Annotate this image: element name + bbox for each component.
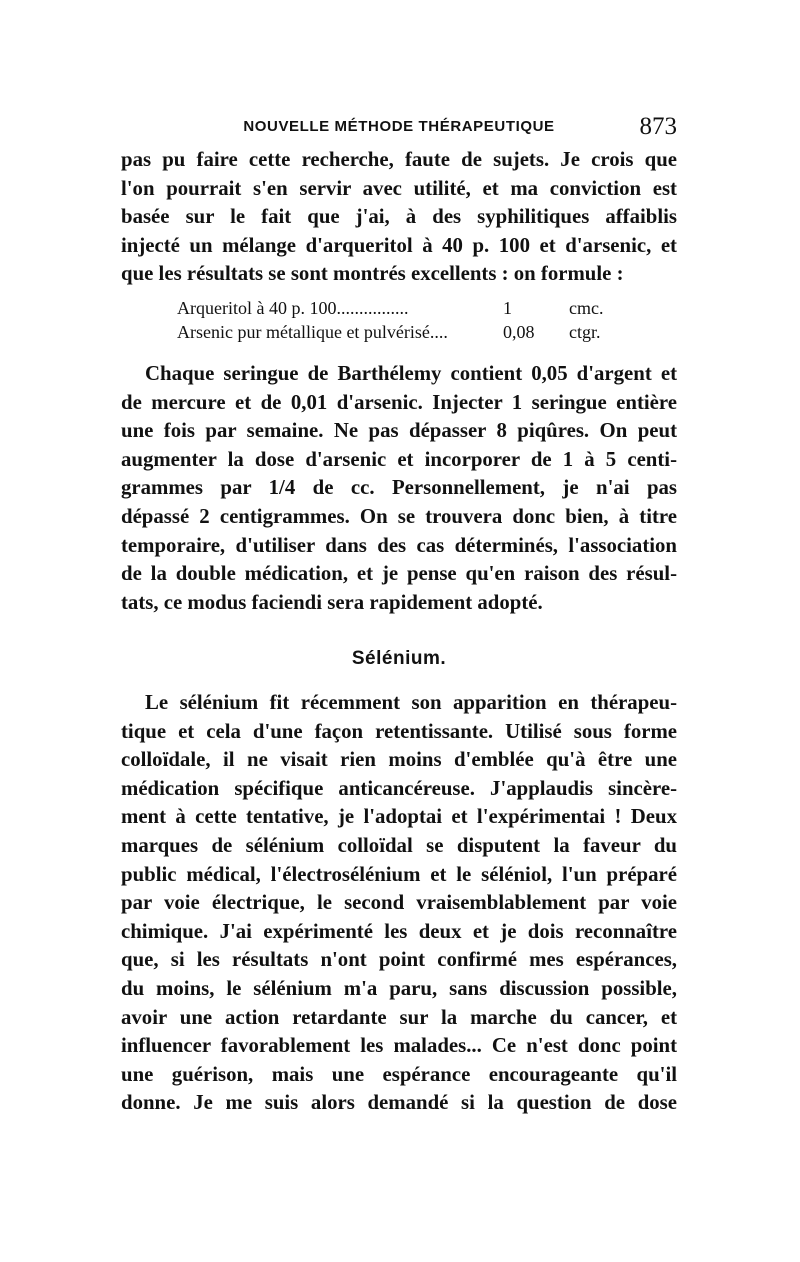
formula-ingredient: Arsenic pur métallique et pulvérisé....: [177, 322, 448, 342]
text-line: injecté un mélange d'arqueritol à 40 p. 100 et d'arsenic, et: [121, 233, 677, 257]
text-line: une guérison, mais une espérance encourageante qu'il: [121, 1062, 677, 1086]
prescription-formula: [177, 296, 627, 344]
text-line: Chaque seringue de Barthélemy contient 0,05 d'argent et: [145, 362, 677, 385]
text-line: influencer favorablement les malades... Ce n'est donc point: [121, 1034, 677, 1058]
text-line: l'on pourrait s'en servir avec utilité, et ma conviction est: [121, 176, 677, 200]
formula-ingredient: Arqueritol à 40 p. 100................: [177, 298, 409, 318]
text-line: que, si les résultats n'ont point confirmé mes espérances,: [121, 948, 677, 972]
text-line: temporaire, d'utiliser dans des cas déterminés, l'association: [121, 533, 677, 557]
running-title: NOUVELLE MÉTHODE THÉRAPEUTIQUE: [243, 118, 555, 135]
text-line: avoir une action retardante sur la marche du cancer, et: [121, 1005, 677, 1029]
text-line: grammes par 1/4 de cc. Personnellement, je n'ai pas: [121, 476, 677, 500]
text-line: de mercure et de 0,01 d'arsenic. Injecter 1 seringue entière: [121, 390, 677, 414]
page-number: 873: [639, 113, 677, 140]
text-line: marques de sélénium colloïdal se disputent la faveur du: [121, 833, 677, 857]
formula-unit: ctgr.: [569, 322, 601, 342]
text-line: par voie électrique, le second vraisemblablement par voie: [121, 891, 677, 915]
text-line: augmenter la dose d'arsenic et incorporer de 1 à 5 centi-: [121, 447, 677, 471]
formula-row: [177, 320, 627, 344]
formula-row: [177, 296, 627, 320]
text-line: colloïdale, il ne visait rien moins d'emblée qu'à être une: [121, 748, 677, 772]
text-line: tique et cela d'une façon retentissante. Utilisé sous forme: [121, 719, 677, 743]
text-line: du moins, le sélénium m'a paru, sans discussion possible,: [121, 976, 677, 1000]
text-line: Le sélénium fit récemment son apparition en thérapeu-: [145, 691, 677, 714]
text-line: que les résultats se sont montrés excellents : on formule :: [121, 262, 624, 286]
paragraph-seringue-barthelemy: [121, 360, 677, 617]
text-line: ment à cette tentative, je l'adoptai et l'expérimentai ! Deux: [121, 805, 677, 829]
text-line: médication spécifique anticancéreuse. J'applaudis sincère-: [121, 776, 677, 800]
text-line: chimique. J'ai expérimenté les deux et je dois reconnaître: [121, 919, 677, 943]
text-line: une fois par semaine. Ne pas dépasser 8 piqûres. On peut: [121, 419, 677, 443]
text-line: de la double médication, et je pense qu'en raison des résul-: [121, 562, 677, 586]
formula-quantity: 1: [503, 298, 512, 318]
running-header: [121, 113, 677, 143]
formula-unit: cmc.: [569, 298, 604, 318]
text-line: tats, ce modus faciendi sera rapidement adopté.: [121, 590, 543, 614]
text-line: public médical, l'électrosélénium et le séléniol, l'un préparé: [121, 862, 677, 886]
paragraph-arqueritol-arsenic: [121, 146, 677, 289]
section-title-selenium: Sélénium.: [351, 648, 447, 669]
paragraph-selenium: [121, 689, 677, 1118]
text-line: basée sur le fait que j'ai, à des syphilitiques affaiblis: [121, 205, 677, 229]
text-line: pas pu faire cette recherche, faute de sujets. Je crois que: [121, 148, 677, 171]
formula-quantity: 0,08: [503, 322, 535, 342]
text-line: dépassé 2 centigrammes. On se trouvera donc bien, à titre: [121, 504, 677, 528]
text-line: donne. Je me suis alors demandé si la question de dose: [121, 1091, 677, 1115]
